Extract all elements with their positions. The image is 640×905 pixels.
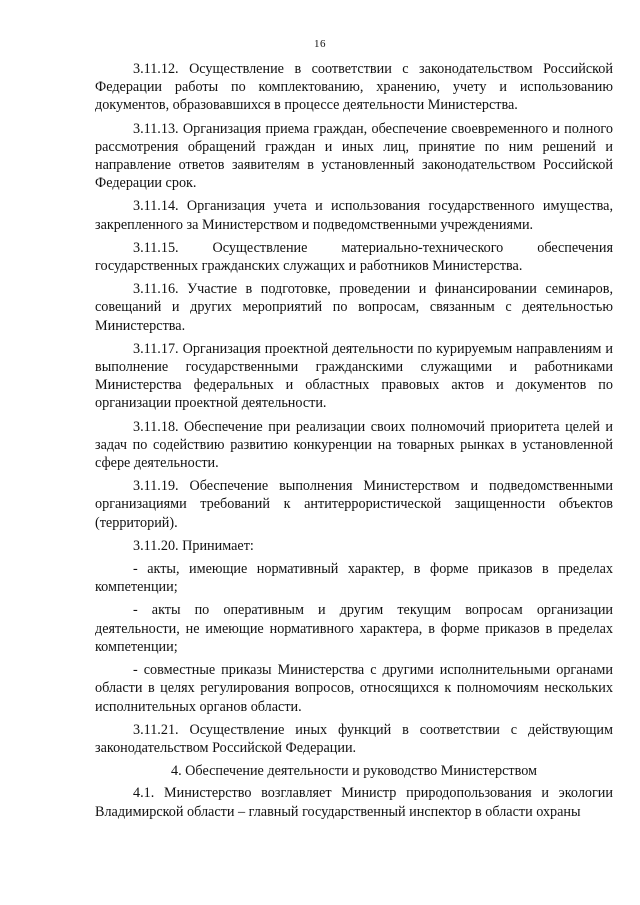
- paragraph-3-11-13: 3.11.13. Организация приема граждан, обеспечение своевременного и полного рассмотрения обращений граждан и иных лиц, принятие по ним решений и направление ответов заявителям в установленный законодательством Российской Федерации срок.: [95, 120, 613, 192]
- paragraph-3-11-12: 3.11.12. Осуществление в соответствии с законодательством Российской Федерации работы по комплектованию, хранению, учету и использованию документов, образовавшихся в процессе деятельности Министерства.: [95, 61, 613, 114]
- document-body: [95, 60, 613, 826]
- paragraph-3-11-20: 3.11.20. Принимает:: [133, 537, 254, 554]
- list-item-normative-acts: - акты, имеющие нормативный характер, в форме приказов в пределах компетенции;: [95, 561, 613, 596]
- paragraph-3-11-15: 3.11.15. Осуществление материально-технического обеспечения государственных гражданских служащих и работников Министерства.: [95, 239, 613, 275]
- paragraph-3-11-18: 3.11.18. Обеспечение при реализации своих полномочий приоритета целей и задач по содействию развитию конкуренции на товарных рынках в установленной сфере деятельности.: [95, 418, 613, 472]
- paragraph-3-11-16: 3.11.16. Участие в подготовке, проведении и финансировании семинаров, совещаний и других мероприятий по вопросам, связанным с деятельностью Министерства.: [95, 281, 613, 334]
- paragraph-3-11-21: 3.11.21. Осуществление иных функций в соответствии с действующим законодательством Российской Федерации.: [95, 721, 613, 756]
- list-item-operative-acts: - акты по оперативным и другим текущим вопросам организации деятельности, не имеющие нормативного характера, в форме приказов в пределах компетенции;: [95, 602, 613, 655]
- paragraph-4-1: 4.1. Министерство возглавляет Министр природопользования и экологии Владимирской области – главный государственный инспектор в области охраны: [95, 785, 613, 820]
- section-heading: 4. Обеспечение деятельности и руководство Министерством: [170, 763, 537, 780]
- paragraph-3-11-17: 3.11.17. Организация проектной деятельности по курируемым направлениям и выполнение государственными гражданскими служащими и работниками Министерства федеральных и областных правовых актов и документов по организации проектной деятельности.: [95, 340, 613, 412]
- page-number: 16: [314, 38, 326, 50]
- paragraph-3-11-14: 3.11.14. Организация учета и использования государственного имущества, закрепленного за Министерством и подведомственными учреждениями.: [95, 198, 613, 233]
- list-item-joint-orders: - совместные приказы Министерства с другими исполнительными органами области в целях регулирования вопросов, относящихся к полномочиям нескольких исполнительных органов области.: [95, 662, 613, 715]
- paragraph-3-11-19: 3.11.19. Обеспечение выполнения Министерством и подведомственными организациями требований к антитеррористической защищенности объектов (территорий).: [95, 478, 613, 531]
